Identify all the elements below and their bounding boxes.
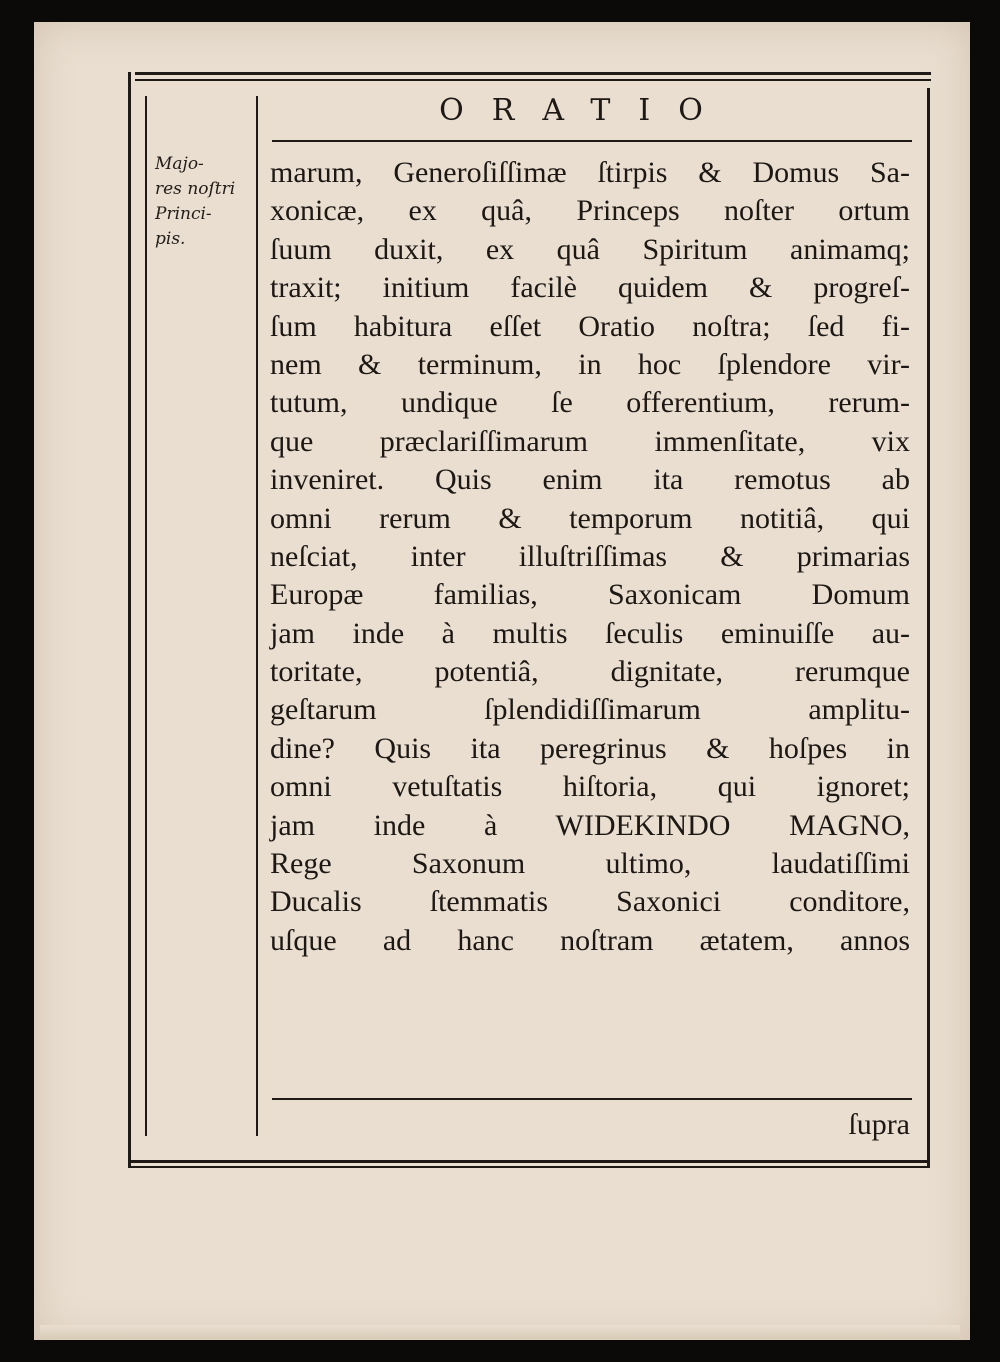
bottom-double-rule: [130, 1160, 930, 1163]
marginal-line: res noſtri: [155, 179, 236, 199]
text-line: inveniret. Quis enim ita remotus ab: [270, 463, 910, 497]
text-line: geſtarum ſplendidiſſimarum amplitu-: [270, 693, 910, 727]
catchword: ſupra: [848, 1108, 910, 1141]
text-line: uſque ad hanc noſtram ætatem, annos: [270, 923, 910, 957]
text-line: xonicæ, ex quâ, Princeps noſter ortum: [270, 194, 910, 228]
marginal-line: Majo-: [155, 154, 204, 174]
page-edge-shadow: [40, 1325, 960, 1339]
text-line: marum, Generoſiſſimæ ſtirpis & Domus Sa-: [270, 156, 910, 189]
text-line: neſciat, inter illuſtriſſimas & primarias: [270, 539, 910, 573]
marginal-line: pis.: [155, 229, 186, 249]
text-line: omni vetuſtatis hiſtoria, qui ignoret;: [270, 770, 910, 804]
text-line: Rege Saxonum ultimo, laudatiſſimi: [270, 847, 910, 881]
foot-rule: [272, 1098, 912, 1100]
text-line: tutum, undique ſe offerentium, rerum-: [270, 386, 910, 420]
text-line: dine? Quis ita peregrinus & hoſpes in: [270, 731, 910, 765]
text-line: Ducalis ſtemmatis Saxonici conditore,: [270, 885, 910, 919]
marginal-line: Princi-: [155, 204, 212, 224]
body-text: [270, 154, 910, 960]
bottom-double-rule-inner: [130, 1166, 930, 1168]
text-line: jam inde à multis ſeculis eminuiſſe au-: [270, 616, 910, 650]
top-double-rule-inner: [135, 79, 931, 81]
running-head: ORATIO: [439, 93, 731, 128]
text-line: que præclariſſimarum immenſitate, vix: [270, 424, 910, 458]
right-outer-rule: [927, 88, 930, 1168]
left-margin-rule: [145, 96, 147, 1136]
text-line: toritate, potentiâ, dignitate, rerumque: [270, 655, 910, 689]
text-column-rule: [256, 96, 258, 1136]
marginal-note: [155, 152, 245, 252]
head-rule: [272, 140, 912, 142]
text-line: ſum habitura eſſet Oratio noſtra; ſed fi-: [270, 309, 910, 343]
text-line: traxit; initium facilè quidem & progreſ-: [270, 271, 910, 305]
text-line: Europæ familias, Saxonicam Domum: [270, 578, 910, 612]
text-line: jam inde à WIDEKINDO MAGNO,: [270, 808, 910, 842]
text-line: ſuum duxit, ex quâ Spiritum animamq;: [270, 232, 910, 266]
text-line: omni rerum & temporum notitiâ, qui: [270, 501, 910, 535]
top-double-rule: [135, 72, 931, 75]
text-line: nem & terminum, in hoc ſplendore vir-: [270, 347, 910, 381]
left-outer-rule: [128, 72, 131, 1168]
